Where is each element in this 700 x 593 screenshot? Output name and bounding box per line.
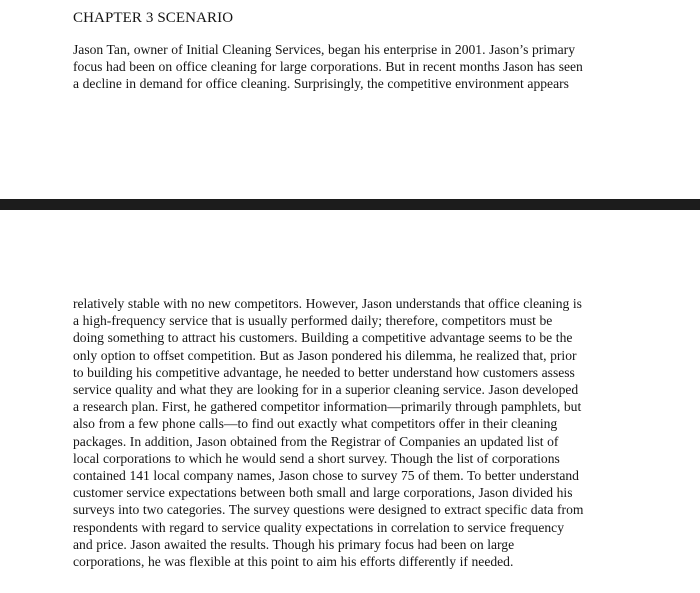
text-line: a decline in demand for office cleaning. Surprisingly, the competitive environment appears — [73, 76, 569, 92]
text-line: only option to offset competition. But as Jason pondered his dilemma, he realized that, prior — [73, 347, 577, 363]
scenario-paragraph-bottom — [73, 295, 583, 570]
text-line: corporations, he was flexible at this point to aim his efforts differently if needed. — [73, 554, 514, 570]
chapter-heading: CHAPTER 3 SCENARIO — [73, 10, 234, 26]
text-line: and price. Jason awaited the results. Though his primary focus had been on large — [73, 536, 515, 552]
text-line: relatively stable with no new competitors. However, Jason understands that office cleaning is — [73, 296, 582, 311]
text-line: Jason Tan, owner of Initial Cleaning Services, began his enterprise in 2001. Jason’s primary — [73, 42, 575, 57]
text-line: contained 141 local company names, Jason chose to survey 75 of them. To better understand — [73, 468, 579, 484]
text-line: a high-frequency service that is usually performed daily; therefore, competitors must be — [73, 313, 553, 329]
scenario-paragraph-top — [73, 41, 583, 93]
text-line: surveys into two categories. The survey questions were designed to extract specific data from — [73, 502, 584, 518]
text-line: local corporations to which he would send a short survey. Though the list of corporations — [73, 450, 560, 466]
text-line: to building his competitive advantage, he needed to better understand how customers assess — [73, 364, 575, 380]
text-line: customer service expectations between both small and large corporations, Jason divided his — [73, 485, 573, 501]
page-divider-bar — [0, 199, 700, 210]
text-line: a research plan. First, he gathered competitor information—primarily through pamphlets, but — [73, 399, 582, 415]
text-line: service quality and what they are looking for in a superior cleaning service. Jason developed — [73, 382, 579, 398]
text-line: respondents with regard to service quality expectations in correlation to service frequency — [73, 519, 565, 535]
text-line: packages. In addition, Jason obtained from the Registrar of Companies an updated list of — [73, 433, 559, 449]
text-line: also from a few phone calls—to find out exactly what competitors offer in their cleaning — [73, 416, 558, 432]
text-line: focus had been on office cleaning for large corporations. But in recent months Jason has seen — [73, 59, 583, 75]
text-line: doing something to attract his customers. Building a competitive advantage seems to be the — [73, 330, 573, 346]
